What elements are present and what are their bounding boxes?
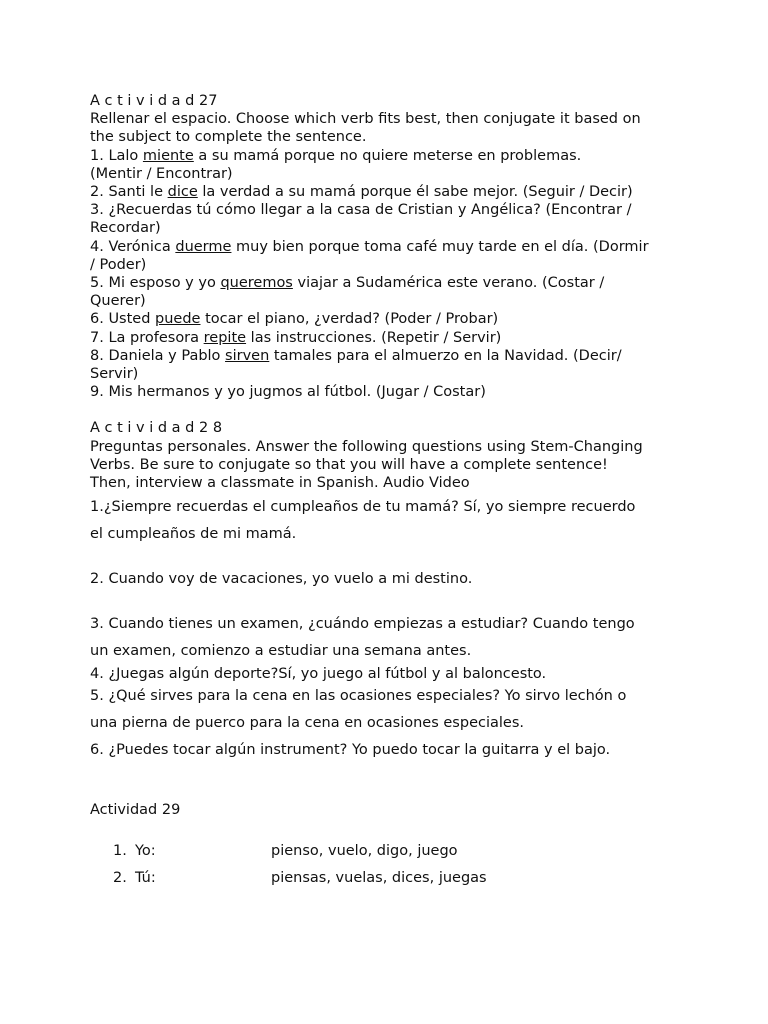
- spacer: [90, 593, 690, 611]
- item-7-end: las instrucciones. (Repetir / Servir): [246, 329, 502, 346]
- item-8-answer: sirven: [225, 347, 270, 364]
- section-gap: [90, 764, 690, 801]
- item-9: 9. Mis hermanos y yo jugmos al fútbol. (Jugar / Costar): [90, 384, 486, 401]
- question-1: 1.¿Siempre recuerdas el cumpleaños de tu mamá? Sí, yo siempre recuerdo: [90, 499, 636, 516]
- item-6: [90, 310, 690, 328]
- question-1-continued: el cumpleaños de mi mamá.: [90, 526, 297, 543]
- activity-27-title: A c t i v i d a d 27: [90, 93, 218, 109]
- list-item-forms: piensas, vuelas, dices, juegas: [271, 869, 487, 886]
- item-1-start: 1. Lalo: [90, 147, 143, 164]
- question-3: 3. Cuando tienes un examen, ¿cuándo empiezas a estudiar? Cuando tengo: [90, 616, 635, 633]
- list-item: [90, 869, 690, 896]
- item-6-end: tocar el piano, ¿verdad? (Poder / Probar): [200, 311, 499, 328]
- item-2-start: 2. Santi le: [90, 184, 168, 201]
- item-4-start: 4. Verónica: [90, 238, 176, 255]
- item-2-end: la verdad a su mamá porque él sabe mejor. (Seguir / Decir): [197, 184, 633, 201]
- item-8: [90, 347, 690, 365]
- item-5-continued: Querer): [90, 293, 146, 310]
- item-3-continued: Recordar): [90, 220, 161, 237]
- item-5-start: 5. Mi esposo y yo: [90, 275, 221, 292]
- list-item-subject: Yo:: [135, 842, 156, 859]
- activity-28-instructions-line-3: Then, interview a classmate in Spanish. Audio Video: [90, 475, 470, 492]
- list-item-forms: pienso, vuelo, digo, juego: [271, 842, 458, 859]
- item-4-continued: / Poder): [90, 256, 147, 273]
- spacer: [90, 548, 690, 566]
- activity-28-instructions-line-1: Preguntas personales. Answer the following questions using Stem-Changing: [90, 438, 643, 455]
- activity-27-instructions-line-2: the subject to complete the sentence.: [90, 129, 367, 146]
- item-7-start: 7. La profesora: [90, 329, 204, 346]
- list-item: [90, 842, 690, 869]
- question-5-continued: una pierna de puerco para la cena en ocasiones especiales.: [90, 715, 524, 732]
- list-item-number: 2.: [113, 869, 127, 886]
- section-gap: [90, 401, 690, 419]
- item-8-continued: Servir): [90, 366, 139, 383]
- list-item-subject: Tú:: [135, 869, 156, 886]
- document-body: [90, 92, 690, 896]
- item-8-end: tamales para el almuerzo en la Navidad. (Decir/: [269, 347, 622, 364]
- question-6: 6. ¿Puedes tocar algún instrument? Yo puedo tocar la guitarra y el bajo.: [90, 742, 611, 759]
- activity-27-instructions-line-1: Rellenar el espacio. Choose which verb fits best, then conjugate it based on: [90, 111, 641, 128]
- activity-29-title: Actividad 29: [90, 802, 181, 819]
- item-5: [90, 274, 690, 292]
- question-2: 2. Cuando voy de vacaciones, yo vuelo a mi destino.: [90, 571, 473, 588]
- item-2-answer: dice: [167, 184, 198, 201]
- item-3: 3. ¿Recuerdas tú cómo llegar a la casa de Cristian y Angélica? (Encontrar /: [90, 202, 632, 219]
- activity-29-list: [90, 842, 690, 896]
- item-5-answer: queremos: [220, 275, 293, 292]
- question-3-continued: un examen, comienzo a estudiar una semana antes.: [90, 643, 472, 660]
- item-5-end: viajar a Sudamérica este verano. (Costar /: [292, 275, 605, 292]
- item-4-answer: duerme: [175, 238, 232, 255]
- item-4: [90, 238, 690, 256]
- item-2: [90, 183, 690, 201]
- item-7-answer: repite: [203, 329, 247, 346]
- list-item-number: 1.: [113, 842, 127, 859]
- question-4: 4. ¿Juegas algún deporte?Sí, yo juego al fútbol y al baloncesto.: [90, 666, 547, 683]
- activity-28-instructions-line-2: Verbs. Be sure to conjugate so that you will have a complete sentence!: [90, 456, 608, 473]
- item-1-end: a su mamá porque no quiere meterse en problemas.: [193, 147, 582, 164]
- item-7: [90, 329, 690, 347]
- item-6-answer: puede: [155, 311, 201, 328]
- activity-28-title: A c t i v i d a d 2 8: [90, 420, 223, 437]
- item-1: [90, 147, 690, 165]
- item-1-answer: miente: [142, 147, 194, 164]
- item-8-start: 8. Daniela y Pablo: [90, 347, 226, 364]
- item-1-options: (Mentir / Encontrar): [90, 165, 233, 182]
- item-6-start: 6. Usted: [90, 311, 156, 328]
- question-5: 5. ¿Qué sirves para la cena en las ocasiones especiales? Yo sirvo lechón o: [90, 688, 627, 705]
- item-4-end: muy bien porque toma café muy tarde en el día. (Dormir: [231, 238, 649, 255]
